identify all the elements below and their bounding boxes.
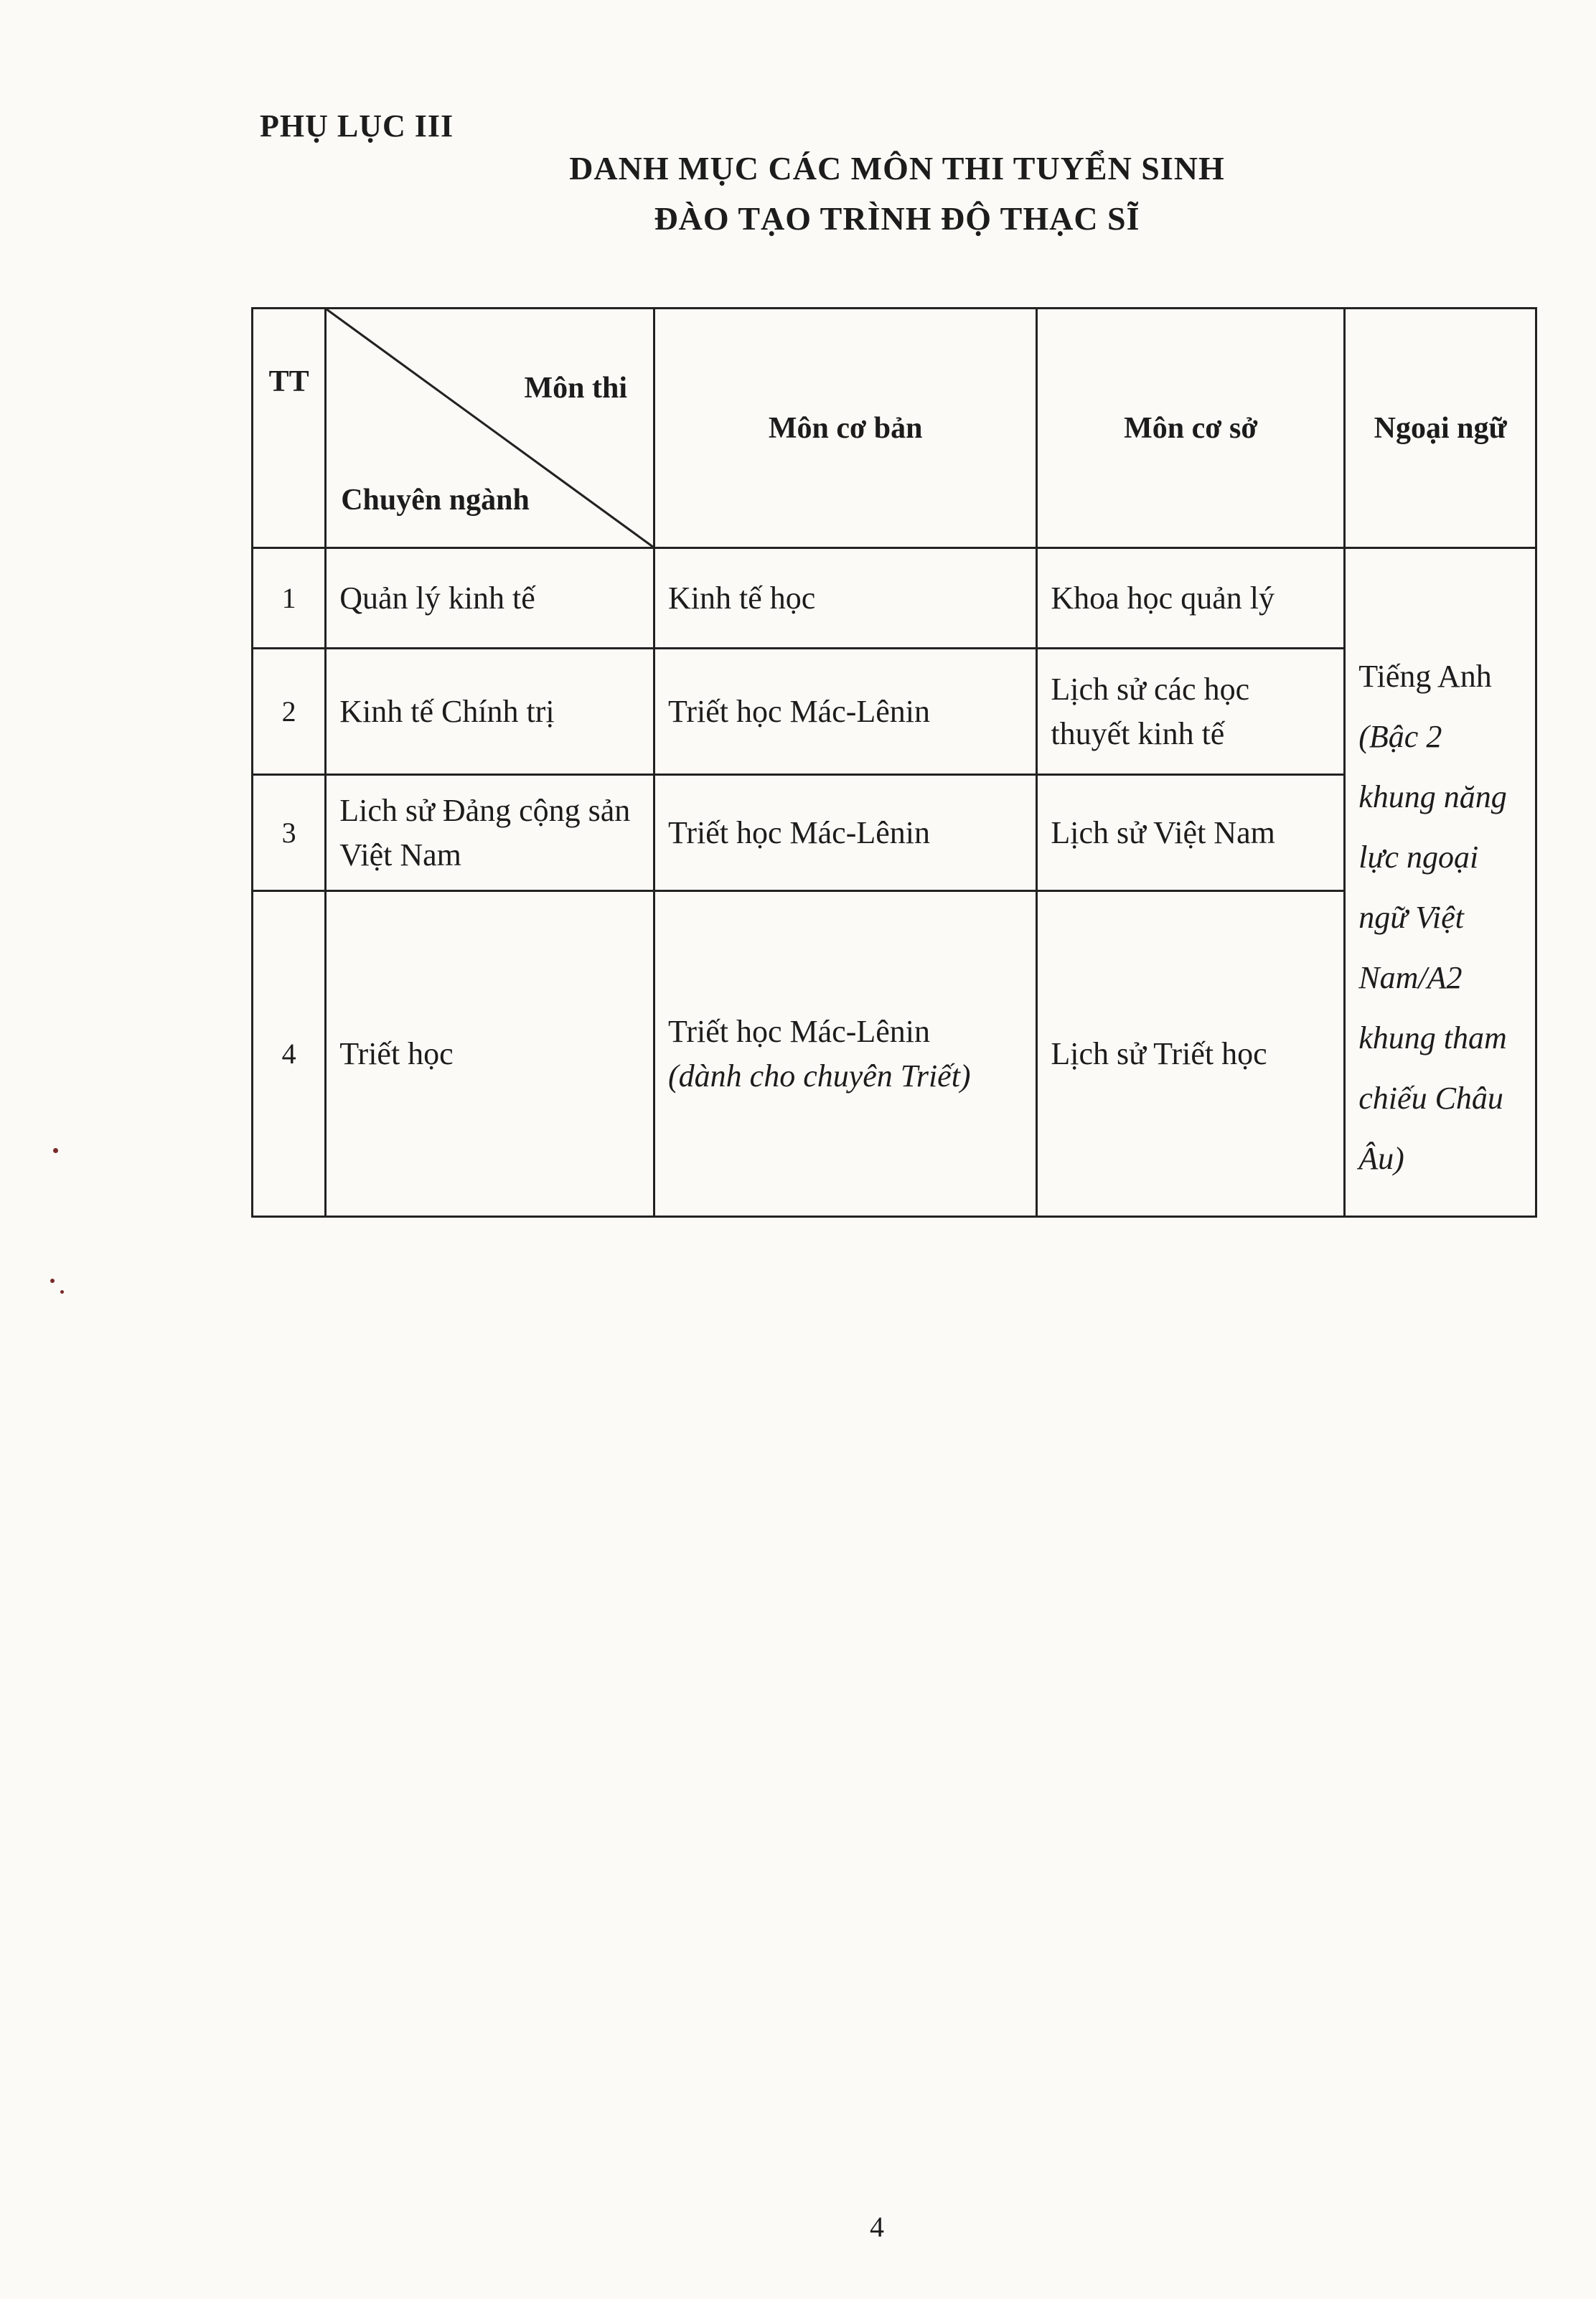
row-basic-subject: Triết học Mác-Lênin [654,775,1037,891]
row-major: Quản lý kinh tế [326,548,654,649]
row-major: Kinh tế Chính trị [326,649,654,775]
exam-subjects-table [251,307,1537,1218]
header-diagonal-cell [326,309,654,548]
row-base-subject: Lịch sử các học thuyết kinh tế [1037,649,1345,775]
document-title [402,144,1392,244]
table-row [253,775,1536,891]
header-exam-subject: Môn thi [524,372,628,405]
page-number: 4 [870,2211,884,2243]
table-header-row [253,309,1536,548]
table-row [253,548,1536,649]
header-basic-subject: Môn cơ bản [654,309,1037,548]
row-major: Lich sử Đảng cộng sản Việt Nam [326,775,654,891]
row-basic-subject [654,891,1037,1217]
row-base-subject: Lịch sử Triết học [1037,891,1345,1217]
paper-speck [50,1279,55,1283]
appendix-label: PHỤ LỤC III [260,108,454,144]
row-base-subject: Lịch sử Việt Nam [1037,775,1345,891]
row-base-subject: Khoa học quản lý [1037,548,1345,649]
table-row [253,891,1536,1217]
title-line-2: ĐÀO TẠO TRÌNH ĐỘ THẠC SĨ [654,200,1140,237]
row-number: 1 [253,548,326,649]
language-name: Tiếng Anh [1358,659,1492,694]
header-tt: TT [253,309,326,548]
foreign-language-cell [1345,548,1536,1217]
row-basic-subject: Triết học Mác-Lênin [654,649,1037,775]
row-number: 4 [253,891,326,1217]
row-basic-subject: Kinh tế học [654,548,1037,649]
title-line-1: DANH MỤC CÁC MÔN THI TUYỂN SINH [569,150,1225,187]
row-number: 3 [253,775,326,891]
row-number: 2 [253,649,326,775]
basic-subject-name: Triết học Mác-Lênin [668,1013,930,1049]
basic-subject-note: (dành cho chuyên Triết) [668,1058,971,1094]
table-row [253,649,1536,775]
paper-speck [60,1290,64,1294]
header-foreign-language: Ngoại ngữ [1345,309,1536,548]
language-level-note: (Bậc 2 khung năng lực ngoại ngữ Việt Nam/A2 khung tham chiếu Châu Âu) [1358,719,1507,1176]
paper-speck [53,1148,58,1153]
header-major: Chuyên ngành [341,484,530,517]
header-base-subject: Môn cơ sở [1037,309,1345,548]
row-major: Triết học [326,891,654,1217]
